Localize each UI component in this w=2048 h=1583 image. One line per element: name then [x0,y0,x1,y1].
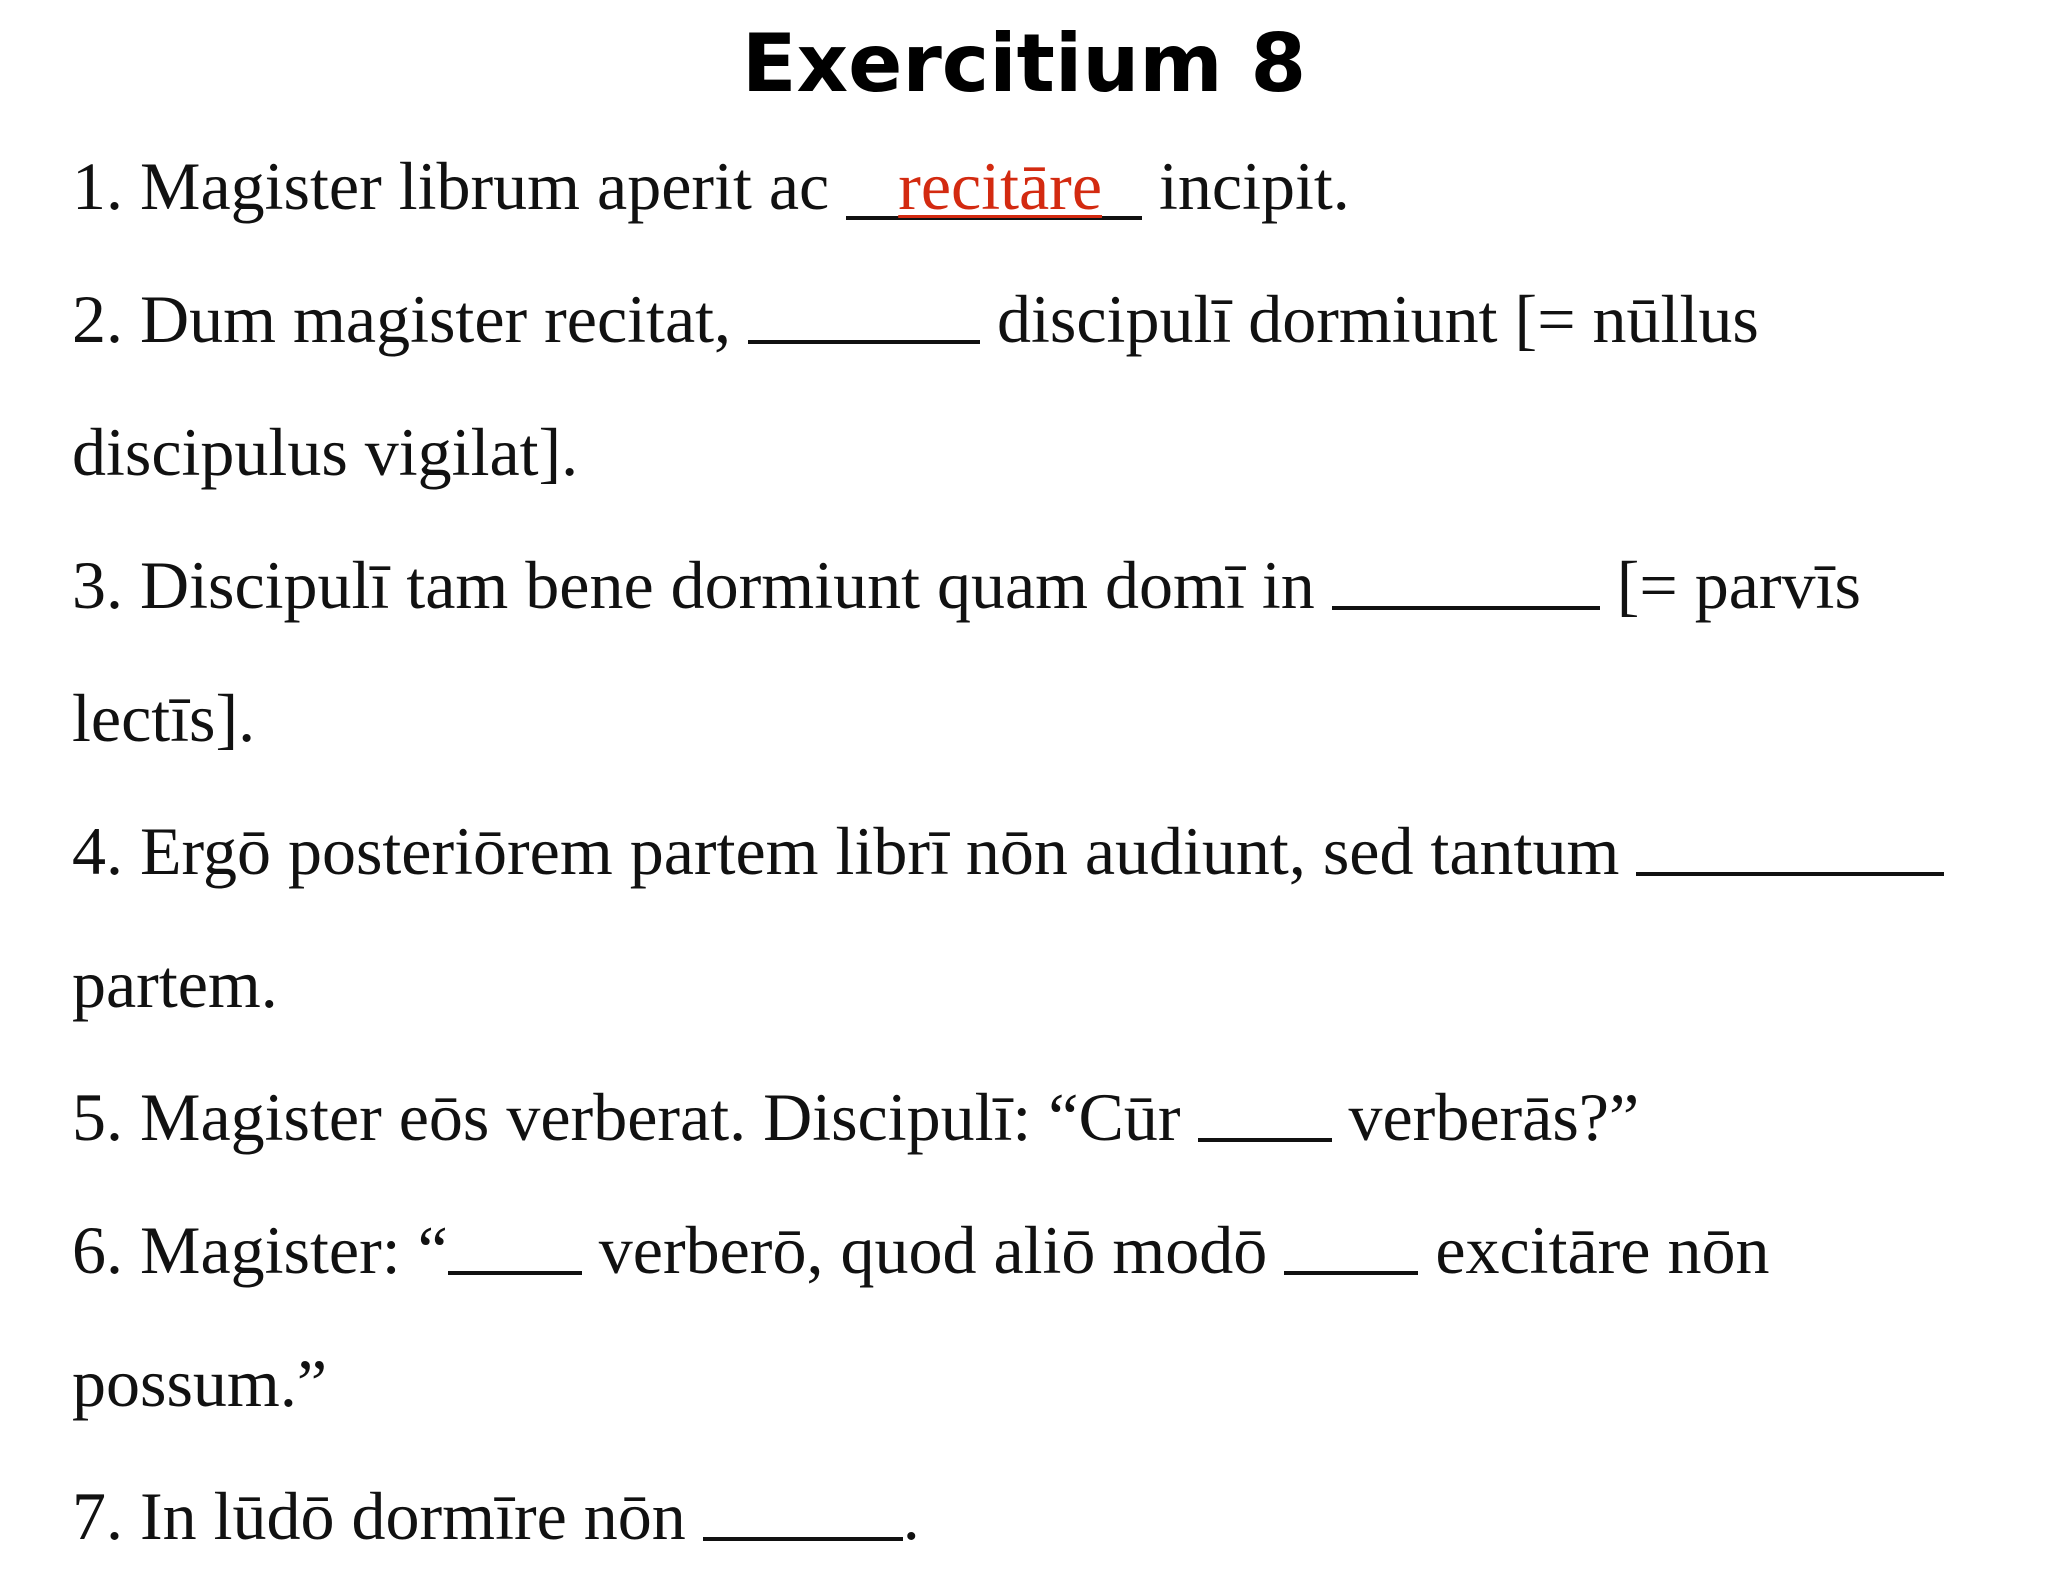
answer-text: recitāre [898,148,1103,224]
item-text-before: Magister librum aperit ac [140,148,830,224]
item-number: 6. [72,1212,123,1288]
exercise-item-6 [72,1184,1972,1450]
item-text-after: [= parvīs lectīs]. [72,547,1861,756]
item-text-before: In lūdō dormīre nōn [140,1478,686,1554]
item-text-before: Magister: “ [140,1212,448,1288]
item-text-middle: verberō, quod aliō modō [598,1212,1268,1288]
exercise-list [72,120,1972,1583]
fill-in-blank[interactable] [1636,816,1944,876]
item-number: 3. [72,547,123,623]
exercise-item-2 [72,253,1972,519]
item-number: 1. [72,148,123,224]
item-text-before: Magister eōs verberat. Discipulī: “Cūr [140,1079,1181,1155]
item-text-after: discipulī dormiunt [= nūllus discipulus vigilat]. [72,281,1759,490]
item-number: 7. [72,1478,123,1554]
fill-in-blank[interactable] [703,1481,903,1541]
item-text-after: incipit. [1159,148,1350,224]
exercise-item-7 [72,1450,1972,1583]
item-text-before: Ergō posteriōrem partem librī nōn audiunt, sed tantum [140,813,1620,889]
fill-in-blank[interactable] [1198,1082,1332,1142]
answer-blank[interactable] [846,148,1142,224]
exercise-item-5 [72,1051,1972,1184]
exercise-item-3 [72,519,1972,785]
slide-title: Exercitium 8 [741,17,1307,110]
fill-in-blank[interactable] [1332,550,1600,610]
fill-in-blank[interactable] [748,284,980,344]
item-number: 5. [72,1079,123,1155]
item-text-after: excitāre nōn possum.” [72,1212,1770,1421]
item-text-after: verberās?” [1348,1079,1640,1155]
item-text-before: Discipulī tam bene dormiunt quam domī in [140,547,1315,623]
fill-in-blank[interactable] [1284,1215,1418,1275]
item-text-after: partem. [72,946,278,1022]
exercise-item-1 [72,120,1972,253]
item-text-before: Dum magister recitat, [140,281,732,357]
item-number: 2. [72,281,123,357]
fill-in-blank[interactable] [448,1215,582,1275]
item-number: 4. [72,813,123,889]
exercise-item-4 [72,785,1972,1051]
item-text-after: . [902,1478,920,1554]
